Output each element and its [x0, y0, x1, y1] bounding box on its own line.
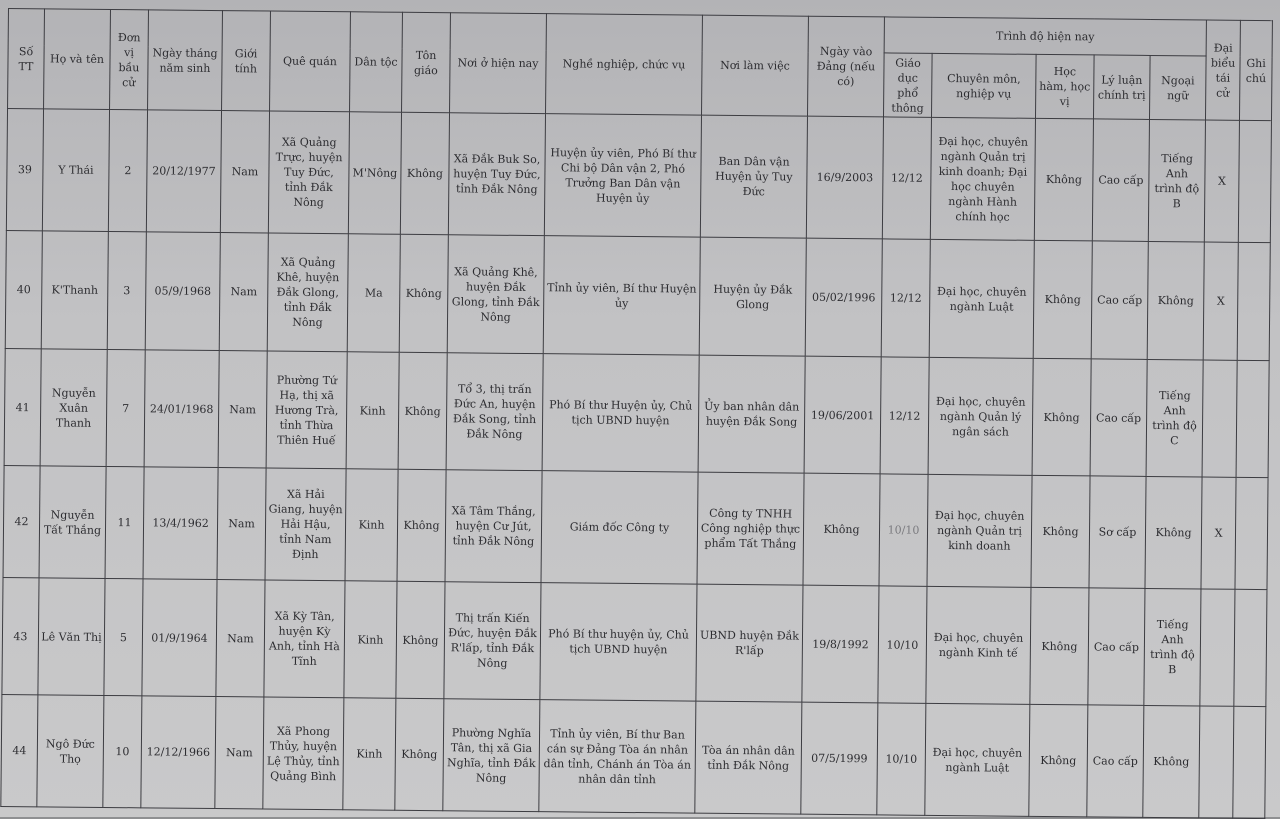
cell-stt: 40	[5, 230, 42, 348]
cell-stt: 44	[1, 694, 38, 806]
cell-name: Y Thái	[42, 109, 109, 232]
cell-politics: Cao cấp	[1087, 705, 1144, 818]
cell-job: Phó Bí thư Huyện ủy, Chủ tịch UBND huyện	[542, 354, 699, 472]
cell-residence: Xã Tâm Thắng, huyện Cư Jút, tỉnh Đắk Nông	[445, 470, 542, 583]
cell-dob: 24/01/1968	[144, 350, 219, 468]
cell-edu: 10/10	[877, 703, 926, 815]
header-unit: Đơn vị bầu cử	[110, 9, 149, 109]
table-row	[3, 465, 1268, 589]
cell-degree: Không	[1030, 587, 1089, 705]
cell-lang: Tiếng Anh trình độ B	[1144, 588, 1201, 706]
cell-degree: Không	[1029, 704, 1088, 817]
cell-major: Đại học, chuyên ngành Luật	[929, 239, 1034, 358]
cell-party: 16/9/2003	[806, 116, 883, 239]
cell-degree: Không	[1031, 475, 1090, 588]
table-row	[1, 694, 1266, 818]
cell-job: Tỉnh ủy viên, Bí thư Ban cán sự Đảng Tòa án nhân dân tỉnh, Chánh án Tòa án nhân dân tỉnh	[539, 700, 696, 813]
cell-dob: 20/12/1977	[146, 110, 221, 233]
cell-degree: Không	[1033, 240, 1092, 359]
candidate-table-wrapper	[0, 8, 1273, 819]
cell-politics: Cao cấp	[1088, 588, 1145, 706]
cell-hometown: Xã Quảng Khê, huyện Đắk Glong, tỉnh Đắk Nông	[267, 233, 348, 352]
cell-job: Huyện ủy viên, Phó Bí thư Chi bộ Dân vận 2, Phó Trưởng Ban Dân vận Huyện ủy	[544, 114, 701, 237]
cell-workplace: Ủy ban nhân dân huyện Đắk Song	[698, 355, 805, 473]
cell-delegate	[1200, 589, 1235, 706]
cell-lang: Không	[1143, 705, 1200, 818]
cell-ethnic: Kinh	[344, 581, 397, 698]
cell-lang: Không	[1145, 476, 1202, 589]
cell-workplace: UBND huyện Đắk R'lấp	[696, 584, 803, 702]
cell-unit: 10	[103, 695, 142, 807]
cell-lang: Không	[1147, 241, 1204, 360]
header-sex: Giới tính	[222, 11, 271, 111]
cell-delegate	[1199, 706, 1234, 818]
cell-dob: 13/4/1962	[143, 467, 218, 580]
cell-residence: Xã Quảng Khê, huyện Đắk Glong, tỉnh Đắk Nông	[447, 235, 544, 354]
cell-unit: 7	[106, 349, 145, 466]
cell-sex: Nam	[216, 580, 265, 697]
cell-politics: Cao cấp	[1092, 119, 1149, 242]
cell-unit: 2	[108, 109, 147, 231]
cell-ethnic: M'Nông	[348, 112, 401, 234]
cell-party: 07/5/1999	[801, 702, 878, 815]
cell-residence: Thị trấn Kiến Đức, huyện Đắk R'lấp, tỉnh Đắk Nông	[444, 582, 541, 700]
cell-note	[1236, 360, 1269, 477]
cell-major: Đại học, chuyên ngành Quản lý ngân sách	[928, 357, 1033, 475]
cell-residence: Tổ 3, thị trấn Đức An, huyện Đắk Song, tỉnh Đắk Nông	[446, 353, 543, 471]
cell-hometown: Xã Kỳ Tân, huyện Kỳ Anh, tỉnh Hà Tĩnh	[264, 580, 345, 698]
cell-lang: Tiếng Anh trình độ C	[1146, 359, 1203, 477]
cell-note	[1238, 120, 1271, 242]
cell-sex: Nam	[217, 468, 266, 580]
cell-name: K'Thanh	[41, 231, 108, 350]
cell-stt: 43	[2, 577, 39, 694]
header-major: Chuyên môn, nghiệp vụ	[931, 53, 1036, 118]
header-edu: Giáo dục phổ thông	[883, 53, 932, 117]
cell-ethnic: Kinh	[343, 698, 396, 810]
cell-edu: 10/10	[879, 474, 928, 586]
cell-job: Phó Bí thư huyện ủy, Chủ tịch UBND huyện	[540, 583, 697, 701]
header-workplace: Nơi làm việc	[702, 15, 809, 116]
cell-name: Nguyễn Xuân Thanh	[40, 349, 107, 467]
cell-politics: Cao cấp	[1091, 241, 1148, 360]
cell-hometown: Phường Tứ Hạ, thị xã Hương Trà, tỉnh Thừa Thiên Huế	[266, 351, 347, 469]
cell-name: Ngô Đức Thọ	[37, 695, 104, 808]
cell-dob: 12/12/1966	[141, 696, 216, 809]
cell-unit: 11	[105, 466, 144, 578]
cell-party: 19/06/2001	[804, 356, 881, 474]
cell-note	[1234, 589, 1267, 706]
cell-lang: Tiếng Anh trình độ B	[1148, 119, 1205, 242]
cell-religion: Không	[396, 581, 445, 698]
cell-job: Giám đốc Công ty	[541, 471, 698, 584]
header-hometown: Quê quán	[270, 11, 351, 112]
cell-sex: Nam	[219, 233, 268, 351]
header-lang: Ngoại ngữ	[1149, 55, 1206, 120]
cell-unit: 3	[107, 231, 146, 349]
cell-name: Nguyễn Tất Thắng	[39, 466, 106, 579]
header-delegate: Đại biểu tái cử	[1206, 20, 1241, 120]
cell-party: 05/02/1996	[805, 238, 882, 357]
table-row	[5, 230, 1270, 360]
cell-residence: Phường Nghĩa Tân, thị xã Gia Nghĩa, tỉnh Đắk Nông	[443, 699, 540, 812]
cell-religion: Không	[400, 112, 449, 234]
cell-ethnic: Kinh	[346, 352, 399, 469]
cell-ethnic: Ma	[347, 234, 400, 352]
cell-delegate: X	[1201, 477, 1236, 589]
cell-stt: 39	[6, 109, 43, 231]
header-dob: Ngày tháng năm sinh	[148, 10, 223, 111]
cell-dob: 01/9/1964	[142, 579, 217, 697]
cell-politics: Sơ cấp	[1089, 476, 1146, 589]
table-row	[6, 109, 1271, 243]
cell-religion: Không	[397, 469, 446, 581]
cell-edu: 10/10	[878, 586, 927, 703]
cell-edu: 12/12	[881, 239, 930, 357]
header-religion: Tôn giáo	[402, 12, 451, 112]
cell-sex: Nam	[220, 111, 269, 233]
cell-religion: Không	[395, 698, 444, 810]
cell-note	[1237, 242, 1270, 360]
cell-stt: 41	[4, 348, 41, 465]
cell-note	[1235, 477, 1268, 589]
header-name: Họ và tên	[44, 9, 111, 110]
cell-unit: 5	[104, 578, 143, 695]
cell-residence: Xã Đắk Buk So, huyện Tuy Đức, tỉnh Đắk Nông	[448, 113, 545, 236]
header-level-group: Trình độ hiện nay	[884, 17, 1206, 56]
table-row	[4, 348, 1269, 477]
header-ethnic: Dân tộc	[350, 12, 403, 112]
header-party: Ngày vào Đảng (nếu có)	[807, 16, 884, 117]
cell-party: 19/8/1992	[802, 585, 879, 703]
header-degree: Học hàm, học vị	[1035, 54, 1094, 119]
cell-delegate: X	[1204, 120, 1239, 242]
cell-note	[1233, 706, 1266, 818]
cell-degree: Không	[1034, 118, 1093, 241]
header-stt: Số TT	[8, 9, 45, 109]
cell-edu: 12/12	[882, 117, 931, 239]
cell-workplace: Công ty TNHH Công nghiệp thực phẩm Tất Thắng	[697, 472, 804, 585]
cell-politics: Cao cấp	[1090, 359, 1147, 477]
cell-edu: 12/12	[880, 357, 929, 474]
cell-stt: 42	[3, 465, 40, 577]
cell-delegate	[1202, 360, 1237, 477]
header-note: Ghi chú	[1240, 20, 1273, 120]
cell-ethnic: Kinh	[345, 469, 398, 581]
cell-degree: Không	[1032, 358, 1091, 476]
cell-workplace: Ban Dân vận Huyện ủy Tuy Đức	[700, 115, 807, 238]
cell-delegate: X	[1203, 242, 1238, 360]
cell-hometown: Xã Quảng Trực, huyện Tuy Đức, tỉnh Đắk Nông	[268, 111, 349, 234]
cell-hometown: Xã Hải Giang, huyện Hải Hậu, tỉnh Nam Định	[265, 468, 346, 581]
cell-sex: Nam	[218, 351, 267, 468]
cell-hometown: Xã Phong Thủy, huyện Lệ Thủy, tỉnh Quảng Bình	[263, 697, 344, 810]
table-row	[2, 577, 1267, 706]
cell-dob: 05/9/1968	[145, 232, 220, 351]
header-residence: Nơi ở hiện nay	[450, 13, 547, 114]
header-politics: Lý luận chính trị	[1093, 55, 1150, 120]
cell-party: Không	[803, 473, 880, 586]
cell-major: Đại học, chuyên ngành Quản trị kinh doanh; Đại học chuyên ngành Hành chính học	[930, 117, 1035, 240]
cell-major: Đại học, chuyên ngành Quản trị kinh doanh	[927, 474, 1032, 587]
cell-religion: Không	[399, 234, 448, 352]
cell-religion: Không	[398, 352, 447, 469]
cell-workplace: Huyện ủy Đắk Glong	[699, 237, 806, 356]
cell-sex: Nam	[215, 697, 264, 809]
candidate-table	[0, 8, 1273, 819]
header-job: Nghề nghiệp, chức vụ	[546, 14, 703, 115]
cell-name: Lê Văn Thị	[38, 578, 105, 696]
cell-workplace: Tòa án nhân dân tỉnh Đắk Nông	[695, 701, 802, 814]
cell-job: Tỉnh ủy viên, Bí thư Huyện ủy	[543, 236, 700, 355]
cell-major: Đại học, chuyên ngành Kinh tế	[926, 586, 1031, 704]
cell-major: Đại học, chuyên ngành Luật	[925, 703, 1030, 816]
